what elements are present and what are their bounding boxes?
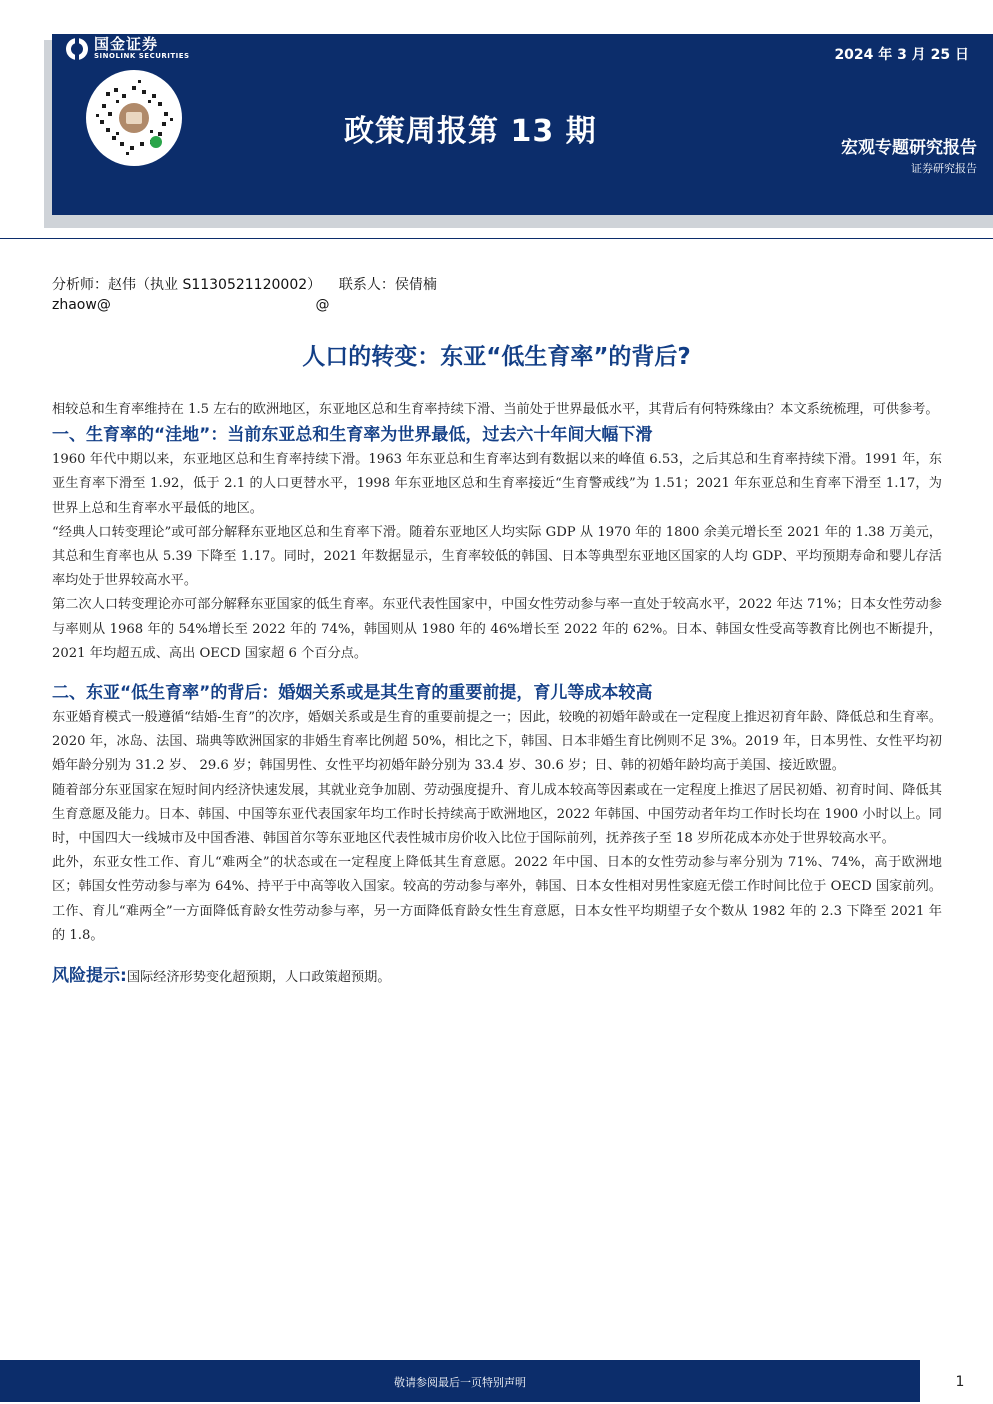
risk-text: 国际经济形势变化超预期，人口政策超预期。 xyxy=(126,970,391,986)
logo-en: SINOLINK SECURITIES xyxy=(94,52,190,60)
article-title: 人口的转变：东亚“低生育率”的背后? xyxy=(302,344,691,370)
section-2-paragraph-3: 此外，东亚女性工作、育儿“难两全”的状态或在一定程度上降低其生育意愿。2022 年中国、日本的女性劳动参与率分别为 71%、74%，高于欧洲地区；韩国女性劳动参与率为 64%、持平于中高等收入国家。较高的劳动参与率外，韩国、日本女性相对男性家庭无偿工作时间比位于 OECD 国家前列。工作、育儿“难两全”一方面降低育龄女性劳动参与率，另一方面降低育龄女性生育意愿，日本女性平均期望子女个数从 1982 年的 2.3 下降至 2021 年的 1.8。 xyxy=(52,855,942,943)
report-title: 政策周报第 13 期 xyxy=(344,114,597,149)
section-1-paragraph-1: 1960 年代中期以来，东亚地区总和生育率持续下滑。1963 年东亚总和生育率达到有数据以来的峰值 6.53，之后其总和生育率持续下滑。1991 年，东亚生育率下滑至 1.92，低于 2.1 的人口更替水平，1998 年东亚地区总和生育率接近“生育警戒线”为 1.51；2021 年东亚总和生育率下滑至 1.17，为世界上总和生育率水平最低的地区。 xyxy=(52,452,942,516)
author-line-1: 分析师：赵伟（执业 S1130521120002） 联系人：侯倩楠 xyxy=(52,277,437,293)
author-line-2: zhaow@ @ xyxy=(52,297,330,313)
risk-label: 风险提示: xyxy=(52,966,127,987)
section-2-paragraph-2: 随着部分东亚国家在短时间内经济快速发展，其就业竞争加剧、劳动强度提升、育儿成本较高等因素或在一定程度上推迟了居民初婚、初育时间、降低其生育意愿及能力。日本、韩国、中国等东亚代表国家年均工作时长持续高于欧洲地区，2022 年韩国、中国劳动者年均工作时长均在 1900 小时以上。同时，中国四大一线城市及中国香港、韩国首尔等东亚地区代表性城市房价收入比位于国际前列，抚养孩子至 18 岁所花成本亦处于世界较高水平。 xyxy=(52,782,942,847)
section-1-paragraph-3: 第二次人口转变理论亦可部分解释东亚国家的低生育率。东亚代表性国家中，中国女性劳动参与率一直处于较高水平，2022 年达 71%；日本女性劳动参与率则从 1968 年的 54%增长至 2022 年的 74%，韩国则从 1980 年的 46%增长至 2022 年的 62%。日本、韩国女性受高等教育比例也不断提升，2021 年均超五成、高出 OECD 国家超 6 个百分点。 xyxy=(52,597,942,661)
section-1-paragraph-2: “经典人口转变理论”或可部分解释东亚地区总和生育率下滑。随着东亚地区人均实际 GDP 从 1970 年的 1800 余美元增长至 2021 年的 1.38 万美元，其总和生育率也从 5.39 下降至 1.17。同时，2021 年数据显示，生育率较低的韩国、日本等典型东亚地区国家的人均 GDP、平均预期寿命和婴儿存活率均处于世界较高水平。 xyxy=(52,524,942,589)
author-block xyxy=(52,275,437,315)
report-date: 2024 年 3 月 25 日 xyxy=(834,47,969,63)
report-type: 宏观专题研究报告 xyxy=(841,138,977,158)
logo-mark-icon xyxy=(66,38,88,60)
section-2-heading: 二、东亚“低生育率”的背后：婚姻关系或是其生育的重要前提，育儿等成本较高 xyxy=(52,683,653,704)
page-number: 1 xyxy=(955,1374,965,1390)
risk-warning xyxy=(52,964,942,990)
company-logo xyxy=(66,36,190,61)
section-2-paragraph-1: 东亚婚育模式一般遵循“结婚-生育”的次序，婚姻关系或是生育的重要前提之一；因此，较晚的初婚年龄或在一定程度上推迟初育年龄、降低总和生育率。2020 年，冰岛、法国、瑞典等欧洲国家的非婚生育率比例超 50%，相比之下，韩国、日本非婚生育比例则不足 3%。2019 年，日本男性、女性平均初婚年龄分别为 31.2 岁、 29.6 岁；韩国男性、女性平均初婚年龄分别为 33.4 岁、30.6 岁；日、韩的初婚年龄均高于美国、接近欧盟。 xyxy=(52,710,942,774)
logo-cn: 国金证券 xyxy=(94,35,159,53)
header-divider xyxy=(0,238,993,239)
report-subtype: 证券研究报告 xyxy=(911,162,977,175)
intro-paragraph: 相较总和生育率维持在 1.5 左右的欧洲地区，东亚地区总和生育率持续下滑、当前处于世界最低水平，其背后有何特殊缘由？本文系统梳理，可供参考。 xyxy=(52,402,939,417)
footer-disclaimer: 敬请参阅最后一页特别声明 xyxy=(394,1376,526,1389)
mini-program-qr-icon xyxy=(86,70,182,166)
article-body xyxy=(52,398,942,990)
section-1-heading: 一、生育率的“洼地”：当前东亚总和生育率为世界最低，过去六十年间大幅下滑 xyxy=(52,425,653,446)
